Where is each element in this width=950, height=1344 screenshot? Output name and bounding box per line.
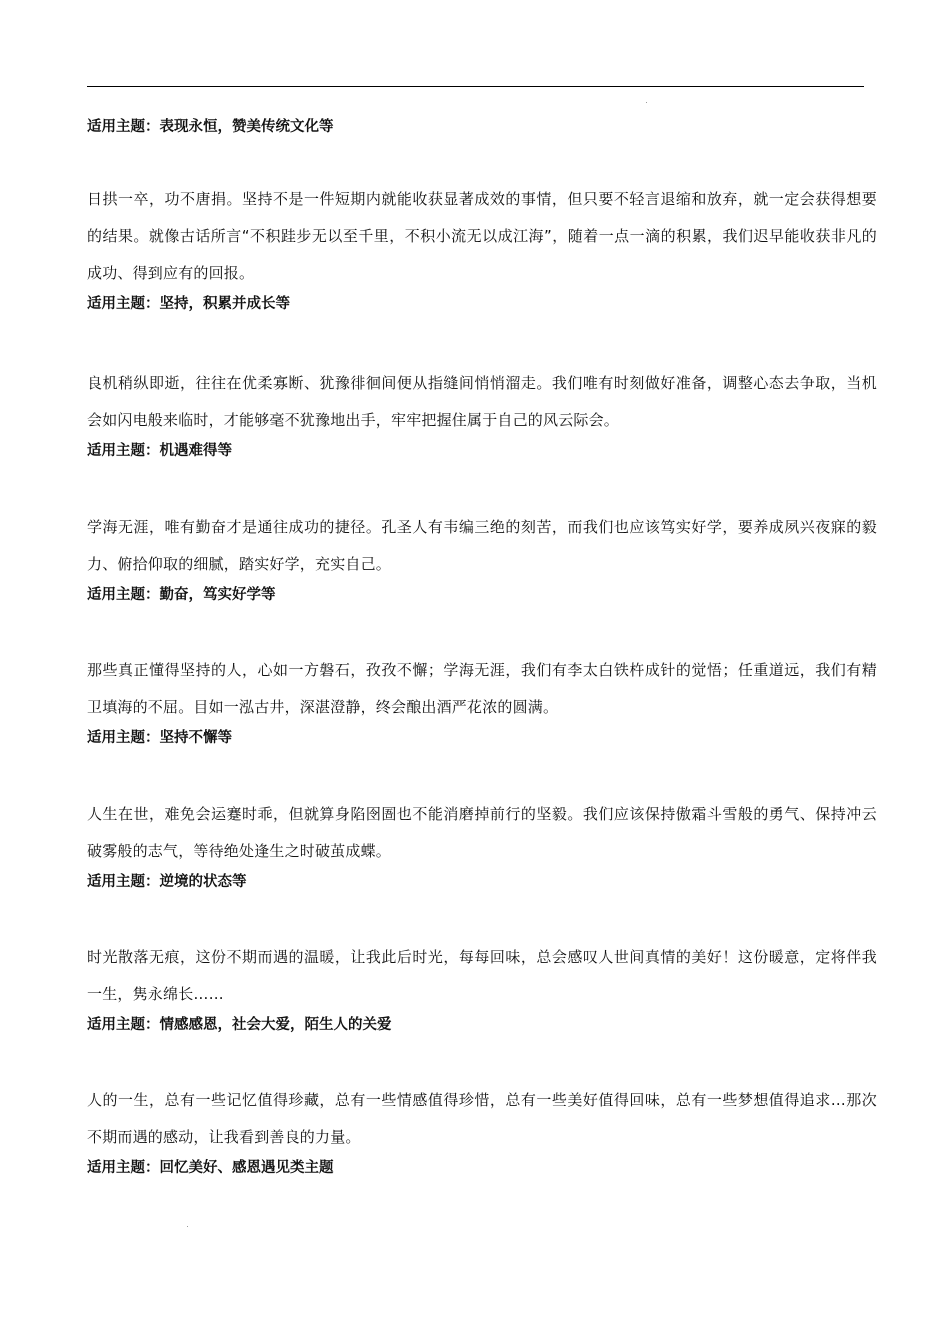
entry <box>87 509 877 605</box>
header-rule <box>87 86 864 87</box>
speck-mark <box>646 102 647 103</box>
theme-label: 适用主题：回忆美好、感恩遇见类主题 <box>87 1160 334 1176</box>
speck-mark <box>187 1226 188 1227</box>
entry <box>87 181 877 314</box>
paragraph: 人的一生，总有一些记忆值得珍藏，总有一些情感值得珍惜，总有一些美好值得回味，总有一些梦想值得追求…那次不期而遇的感动，让我看到善良的力量。 <box>87 1091 877 1146</box>
paragraph: 良机稍纵即逝，往往在优柔寡断、犹豫徘徊间便从指缝间悄悄溜走。我们唯有时刻做好准备，调整心态去争取，当机会如闪电般来临时，才能够毫不犹豫地出手，牢牢把握住属于自己的风云际会。 <box>87 374 877 429</box>
theme-label: 适用主题：表现永恒，赞美传统文化等 <box>87 119 334 135</box>
entry <box>87 796 877 892</box>
paragraph: 那些真正懂得坚持的人，心如一方磐石，孜孜不懈；学海无涯，我们有李太白铁杵成针的觉悟；任重道远，我们有精卫填海的不屈。目如一泓古井，深湛澄静，终会酿出酒严花浓的圆满。 <box>87 661 877 716</box>
theme-label: 适用主题：勤奋，笃实好学等 <box>87 587 276 603</box>
entry <box>87 117 877 137</box>
paragraph: 学海无涯，唯有勤奋才是通往成功的捷径。孔圣人有韦编三绝的刻苦，而我们也应该笃实好学，要养成夙兴夜寐的毅力、俯拾仰取的细腻，踏实好学，充实自己。 <box>87 518 877 573</box>
entry <box>87 652 877 748</box>
theme-label: 适用主题：逆境的状态等 <box>87 874 247 890</box>
entry <box>87 939 877 1035</box>
theme-label: 适用主题：坚持，积累并成长等 <box>87 296 290 312</box>
theme-label: 适用主题：坚持不懈等 <box>87 730 232 746</box>
paragraph: 人生在世，难免会运蹇时乖，但就算身陷囹圄也不能消磨掉前行的坚毅。我们应该保持傲霜斗雪般的勇气、保持冲云破雾般的志气，等待绝处逢生之时破茧成蝶。 <box>87 805 877 860</box>
theme-label: 适用主题：情感感恩，社会大爱，陌生人的关爱 <box>87 1017 392 1033</box>
entry <box>87 365 877 461</box>
entry <box>87 1082 877 1178</box>
paragraph: 日拱一卒，功不唐捐。坚持不是一件短期内就能收获显著成效的事情，但只要不轻言退缩和放弃，就一定会获得想要的结果。就像古话所言“不积跬步无以至千里，不积小流无以成江海”，随着一点一滴的积累，我们迟早能收获非凡的成功、得到应有的回报。 <box>87 190 877 282</box>
theme-label: 适用主题：机遇难得等 <box>87 443 232 459</box>
paragraph: 时光散落无痕，这份不期而遇的温暖，让我此后时光，每每回味，总会感叹人世间真情的美好！这份暖意，定将伴我一生，隽永绵长…… <box>87 948 877 1003</box>
